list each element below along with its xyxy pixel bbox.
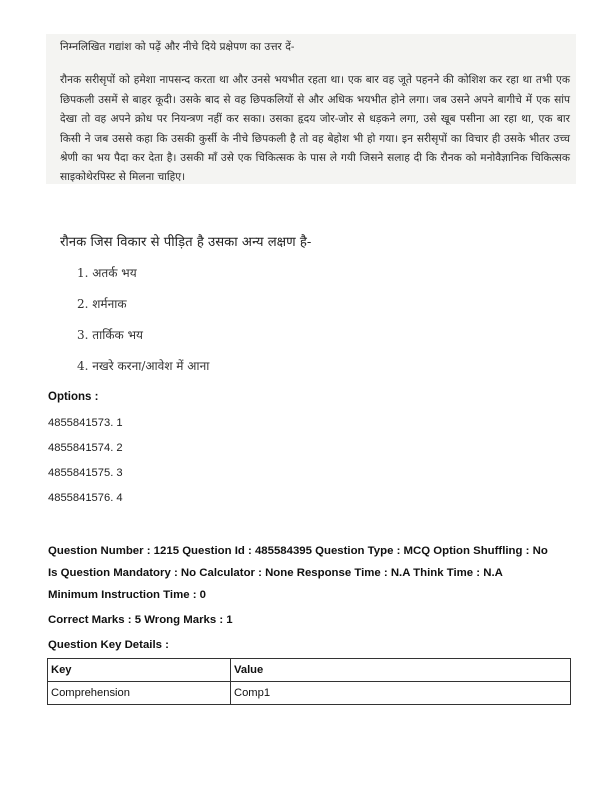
question-meta-line-1: Question Number : 1215 Question Id : 485584395 Question Type : MCQ Option Shuffling : No	[48, 545, 548, 557]
table-header-row	[48, 659, 571, 682]
choice-2: 2. शर्मनाक	[77, 297, 127, 311]
table-header-key: Key	[48, 659, 231, 682]
key-details-label: Question Key Details :	[48, 639, 169, 651]
option-3: 4855841575. 3	[48, 467, 123, 479]
option-4: 4855841576. 4	[48, 492, 123, 504]
choice-3: 3. तार्किक भय	[77, 328, 143, 342]
question-key-table	[47, 658, 571, 705]
passage-instruction: निम्नलिखित गद्यांश को पढ़ें और नीचे दिये प्रक्षेपण का उत्तर दें-	[60, 41, 295, 53]
table-header-value: Value	[231, 659, 571, 682]
comprehension-passage	[60, 38, 570, 188]
marks-info: Correct Marks : 5 Wrong Marks : 1	[48, 614, 233, 626]
table-cell-value: Comp1	[231, 682, 571, 705]
table-cell-key: Comprehension	[48, 682, 231, 705]
choice-1: 1. अतर्क भय	[77, 266, 137, 280]
options-label: Options :	[48, 391, 99, 403]
option-1: 4855841573. 1	[48, 417, 123, 429]
table-row	[48, 682, 571, 705]
question-text: रौनक जिस विकार से पीड़ित है उसका अन्य लक्षण है-	[60, 235, 312, 250]
passage-text: रौनक सरीसृपों को हमेशा नापसन्द करता था और उनसे भयभीत रहता था। एक बार वह जूते पहनने की कोशिश कर रहा था तभी एक छिपकली उसमें से बाहर कूदी। उसके बाद से वह छिपकलियों से और अधिक भयभीत होने लगा। जब उसने अपने बागीचे में एक सांप देखा तो वह अपने क्रोध पर नियन्त्रण नहीं कर सका। उसका हृदय जोर-जोर से धड़कने लगा, उसे खूब पसीना आ रहा था, एक बार किसी ने जब उससे कहा कि उसकी कुर्सी के नीचे छिपकली है तो वह बेहोश भी हो गया। इन सरीसृपों का विचार ही उसके भीतर उच्च श्रेणी का भय पैदा कर देता है। उसकी माँ उसे एक चिकित्सक के पास ले गयी जिसने सलाह दी कि रौनक को मनोवैज्ञानिक चिकित्सक साइकोथेरपिस्ट से मिलना चाहिए।	[60, 74, 570, 184]
option-2: 4855841574. 2	[48, 442, 123, 454]
choice-4: 4. नखरे करना/आवेश में आना	[77, 359, 210, 373]
question-meta-line-2: Is Question Mandatory : No Calculator : None Response Time : N.A Think Time : N.A	[48, 567, 503, 579]
question-meta-line-3: Minimum Instruction Time : 0	[48, 589, 207, 601]
